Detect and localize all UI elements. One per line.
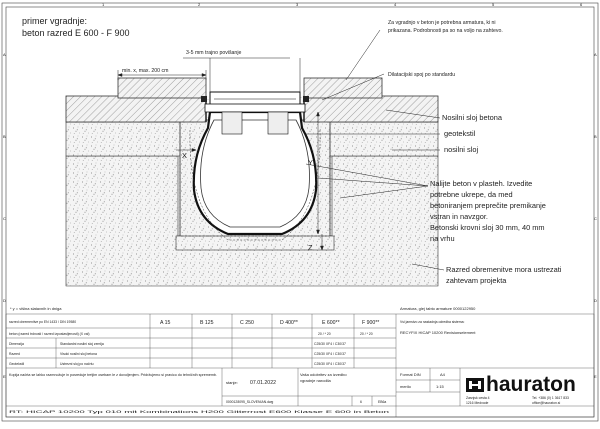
concrete-e600: 20 / * 20 [318, 332, 331, 336]
row-mark-b: B [3, 134, 6, 139]
approval-label-2: vgradnje narodila [300, 378, 331, 383]
row-mark-b-right: B [594, 134, 597, 139]
pour-note-2: potrebne ukrepe, da med [430, 190, 513, 199]
approval-label: Vaša odobritev za izvedbo [300, 372, 347, 377]
email: office@hauraton.si [532, 401, 561, 405]
row-mark-d-right: D [594, 298, 597, 303]
legal-text: Kopija načrta se lahko razmnožuje in posreduje tretjim osebam le z dovoljenjem. Pridržujemo si pravico do tehničnih sprememb. [9, 373, 218, 377]
class-d400: D 400** [280, 320, 298, 326]
upper-block-right [304, 78, 382, 98]
col-mark-2: 2 [198, 2, 201, 7]
concrete-f900: 20 / * 20 [360, 332, 373, 336]
row-mark-c: C [3, 216, 6, 221]
col-mark-4: 4 [394, 2, 397, 7]
pour-note-1: Nalijte beton v plasteh. Izvedite [430, 179, 533, 188]
class-b125: B 125 [200, 320, 214, 326]
dilatation-label: Dilatacijski spoj po standardu [388, 72, 456, 78]
row-mark-a-right: A [594, 52, 597, 57]
grating-frame [205, 104, 305, 112]
pour-note-5: Betonski krovni sloj 30 mm, 40 mm [430, 223, 545, 232]
bearing-layer-label: Nosilni sloj betona [442, 113, 502, 122]
road-slab-right [304, 96, 438, 122]
row-mark-e-right: E [594, 374, 597, 379]
title-block [6, 314, 594, 417]
channel-inner [201, 120, 310, 227]
header-line-1: primer vgradnje: [22, 16, 88, 26]
pour-note-3: betoniranjem preprečite premikanje [430, 201, 546, 210]
address-2: 1216 Medvode [466, 401, 489, 405]
sheet-number: 6 [360, 400, 362, 404]
class-f900: F 900** [362, 320, 380, 326]
class-row-label: razred obremenitve po EN 1433 / DIN 19580 [9, 320, 77, 324]
raise-label: 3-5 mm trajno povišanje [186, 50, 242, 56]
pour-note-6: na vrhu [430, 234, 455, 243]
col-mark-5: 5 [492, 2, 495, 7]
hauraton-logo [466, 373, 576, 396]
dim-y-label: Y [308, 158, 313, 167]
logo-wordmark: hauraton [486, 373, 576, 396]
language-code: EB6a [378, 400, 387, 404]
reinforcement-note-2: prikazana. Podrobnosti pa so na voljo na zahtevo. [388, 28, 503, 34]
spec-title: Vsi jamstvo za nastadnja odredba sistema: [400, 320, 465, 324]
pour-note-4: vstran in navzgor. [430, 212, 488, 221]
header-line-2: beton razred E 600 - F 900 [22, 28, 130, 38]
row-mark-e: E [3, 374, 6, 379]
row-3-value: Ustrezni sloj po načrtu [60, 362, 94, 366]
footer-note-right: Armatura, glej tabto armature 0000122950 [400, 306, 476, 311]
road-slab-left [66, 96, 206, 122]
reinforcement-note-1: Za vgradnjo v beton je potrebna armatura, ki ni [388, 20, 496, 26]
date-value: 07.01.2022 [250, 380, 276, 386]
drawing-caption: RT: HICAP 10200 Typ 010 mit Kombinations H200 Gitterrost E600 Klasse E 600 in Beton [9, 410, 390, 414]
scale-label: merilo [400, 384, 411, 389]
row-3-code: C25/30 XF4 / C30/37 [314, 362, 346, 366]
soil-note-1: Razred obremenitve mora ustrezati [446, 265, 562, 274]
row-2-value: Visoki nosilni sloj betona [60, 352, 97, 356]
class-c250: C 250 [240, 320, 254, 326]
dim-z-label: Z [308, 243, 313, 252]
base-layer-label: nosilni sloj [444, 145, 479, 154]
format-value: A4 [440, 372, 445, 377]
row-1-label: Dimenzija [9, 342, 24, 346]
upper-block-left [118, 78, 206, 98]
footer-note-left: * y = višina slatavnih in dniga [10, 306, 62, 311]
phone: Tel. +386 (0) 1 3617 833 [532, 396, 569, 400]
class-a15: A 15 [160, 320, 171, 326]
date-label: stanje: [226, 380, 238, 385]
row-mark-d: D [3, 298, 6, 303]
class-e600: E 600** [322, 320, 340, 326]
col-mark-6: 6 [580, 2, 583, 7]
col-mark-3: 3 [296, 2, 299, 7]
row-1-code: C25/30 XF4 / C30/37 [314, 342, 346, 346]
product-name: RECYFIX HICAP 10200 Revisionselement [400, 330, 476, 335]
col-mark-1: 1 [102, 2, 105, 7]
geotextile-label: geotekstil [444, 129, 476, 138]
concrete-row-label: beton (razred trdnosti / razred izpostavljenosti) (X val) [9, 332, 90, 336]
row-mark-a: A [3, 52, 6, 57]
file-name: 0000128095_SLOVENIAN.dwg [226, 400, 274, 404]
pour-note [430, 179, 546, 243]
cross-section [66, 78, 438, 286]
row-1-value: Standardni nosilni sloj zemlja [60, 342, 104, 346]
row-2-label: Razred [9, 352, 20, 356]
min-distance-label: min. x, max. 200 cm [122, 68, 169, 74]
row-2-code: C25/30 XF4 / C30/37 [314, 352, 346, 356]
format-label: Format DIN [400, 372, 421, 377]
soil-note-2: zahtevam projekta [446, 276, 507, 285]
address-1: Zasnjsk cesta 4 [466, 396, 490, 400]
row-3-label: Geotekstil [9, 362, 25, 366]
row-mark-c-right: C [594, 216, 597, 221]
dim-x-label: X [182, 151, 187, 160]
scale-value: 1:15 [436, 384, 444, 389]
